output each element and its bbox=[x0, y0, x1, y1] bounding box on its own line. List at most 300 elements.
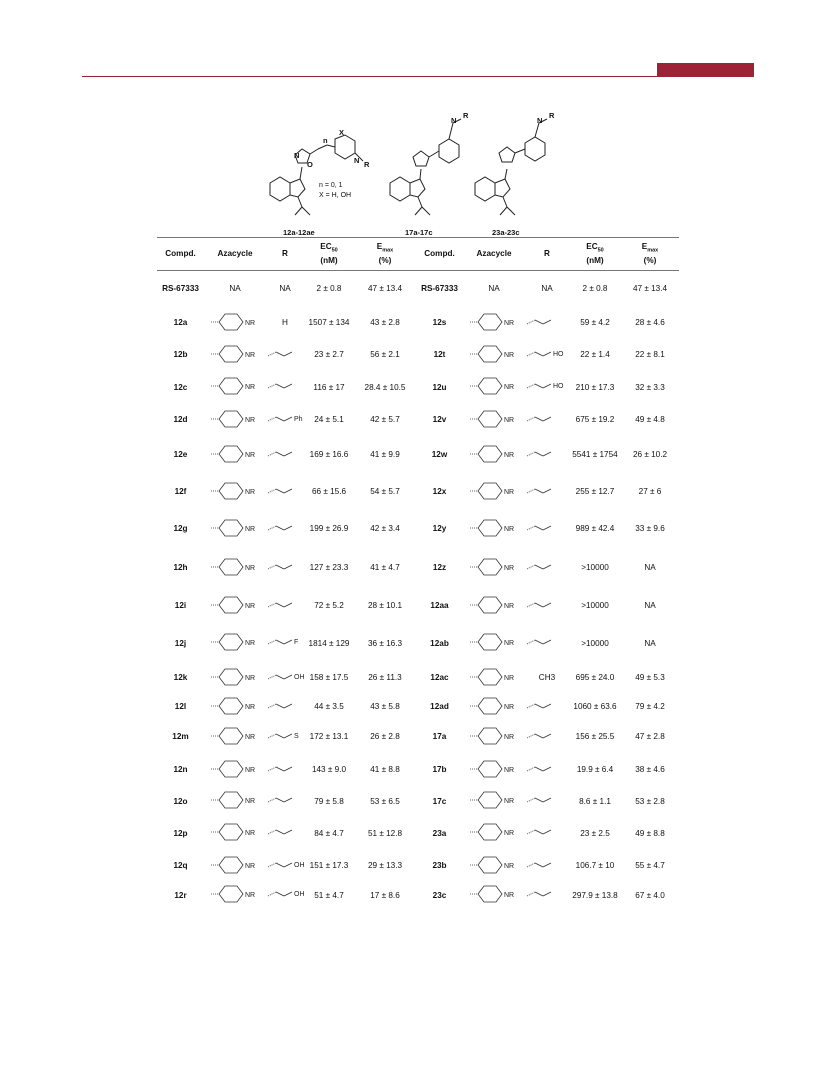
ec50-value: >10000 bbox=[581, 563, 609, 572]
r-group-label: S bbox=[294, 732, 299, 740]
emax-value: 26 ± 11.3 bbox=[368, 673, 402, 682]
azacycle-structure bbox=[466, 593, 522, 617]
compound-id: 12n bbox=[173, 765, 188, 774]
r-group-cell bbox=[525, 817, 569, 851]
r-group-cell bbox=[266, 405, 304, 436]
header-rule bbox=[82, 76, 754, 77]
r-group-label: Ph bbox=[294, 415, 303, 423]
azacycle-structure bbox=[466, 665, 522, 689]
azacycle-structure bbox=[466, 757, 522, 781]
azacycle-structure bbox=[207, 593, 263, 617]
table-row bbox=[157, 694, 679, 721]
azacycle-structure bbox=[466, 442, 522, 466]
azacycle-cell bbox=[204, 371, 266, 405]
azacycle-cell bbox=[463, 882, 525, 910]
table-row bbox=[157, 307, 679, 340]
r-group-cell bbox=[266, 882, 304, 910]
compound-series-1: 12a-12ae bbox=[283, 228, 315, 237]
r-group-structure bbox=[525, 310, 569, 334]
header-r-1: R bbox=[266, 238, 304, 271]
emax-value: NA bbox=[644, 563, 656, 572]
azacycle-structure bbox=[207, 442, 263, 466]
ec50-value: 210 ± 17.3 bbox=[575, 382, 615, 392]
ec50-value: 44 ± 3.5 bbox=[314, 702, 344, 711]
azacycle-cell bbox=[204, 549, 266, 588]
r-group-structure bbox=[525, 442, 569, 466]
emax-value: 67 ± 4.0 bbox=[635, 890, 665, 900]
r-group-cell bbox=[266, 436, 304, 475]
atom-label-R: R bbox=[463, 111, 469, 120]
atom-label-O: O bbox=[307, 160, 313, 169]
r-group-cell bbox=[525, 787, 569, 817]
emax-value: 26 ± 2.8 bbox=[370, 732, 400, 741]
r-group-structure bbox=[266, 407, 310, 431]
emax-value: 43 ± 5.8 bbox=[370, 702, 400, 711]
r-group-structure bbox=[266, 374, 310, 398]
ec50-value: 199 ± 26.9 bbox=[309, 524, 349, 533]
emax-value: 26 ± 10.2 bbox=[632, 450, 668, 459]
emax-value: 41 ± 4.7 bbox=[370, 563, 400, 572]
compound-id: RS-67333 bbox=[421, 283, 458, 293]
atom-label-N: N bbox=[537, 116, 543, 125]
azacycle-label: NR bbox=[245, 703, 256, 711]
r-group-cell bbox=[525, 754, 569, 787]
r-group-cell bbox=[525, 625, 569, 663]
azacycle-structure bbox=[207, 630, 263, 654]
r-group-label: OH bbox=[294, 891, 305, 898]
sar-table bbox=[157, 237, 679, 910]
ec50-value: 116 ± 17 bbox=[313, 382, 345, 392]
compound-id: 12l bbox=[174, 702, 187, 711]
azacycle-cell bbox=[204, 663, 266, 694]
compound-id: RS-67333 bbox=[162, 283, 199, 293]
compound-id: 12g bbox=[173, 524, 188, 533]
ec50-value: 84 ± 4.7 bbox=[314, 828, 344, 838]
emax-value: 29 ± 13.3 bbox=[367, 861, 403, 870]
azacycle-structure bbox=[466, 820, 522, 844]
general-structures-drawing bbox=[255, 105, 585, 240]
ec50-value: >10000 bbox=[581, 601, 609, 610]
compound-id: 17a bbox=[432, 732, 447, 741]
r-group-cell bbox=[266, 817, 304, 851]
header-ec50-1: $EC_{50}$ (nM) bbox=[304, 238, 354, 271]
scheme-note-n: n = 0, 1 bbox=[319, 182, 343, 189]
compound-id: 12a bbox=[173, 318, 188, 327]
r-group-cell bbox=[525, 851, 569, 882]
r-group-cell bbox=[525, 588, 569, 625]
r-group-cell bbox=[266, 588, 304, 625]
azacycle-structure bbox=[207, 882, 263, 906]
azacycle-cell bbox=[463, 851, 525, 882]
emax-value: 28 ± 4.6 bbox=[635, 318, 665, 327]
r-group-structure bbox=[266, 442, 310, 466]
ec50-value: 2 ± 0.8 bbox=[316, 283, 342, 293]
atom-label-R: R bbox=[549, 111, 555, 120]
emax-value: 36 ± 16.3 bbox=[367, 638, 403, 648]
azacycle-label: NR bbox=[245, 602, 256, 610]
azacycle-label: NR bbox=[245, 766, 256, 774]
emax-value: 27 ± 6 bbox=[638, 487, 662, 496]
azacycle-cell bbox=[463, 549, 525, 588]
compound-id: 12d bbox=[173, 415, 188, 424]
table-row bbox=[157, 340, 679, 371]
ec50-value: 169 ± 16.6 bbox=[309, 450, 349, 459]
ec50-value: 2 ± 0.8 bbox=[582, 283, 608, 293]
azacycle-label: NR bbox=[504, 384, 515, 391]
azacycle-label: NR bbox=[504, 674, 515, 682]
compound-id: 12ac bbox=[430, 673, 449, 682]
azacycle-structure bbox=[466, 724, 522, 748]
azacycle-label: NR bbox=[245, 830, 256, 837]
compound-id: 12w bbox=[431, 450, 448, 459]
r-group-cell bbox=[525, 307, 569, 340]
azacycle-structure bbox=[466, 516, 522, 540]
azacycle-cell bbox=[204, 694, 266, 721]
scheme-note-x: X = H, OH bbox=[319, 192, 352, 199]
azacycle-label: NR bbox=[245, 451, 256, 459]
emax-value: 79 ± 4.2 bbox=[635, 702, 665, 711]
azacycle-cell bbox=[463, 787, 525, 817]
azacycle-label: NR bbox=[245, 488, 256, 496]
table-row bbox=[157, 754, 679, 787]
table-row bbox=[157, 436, 679, 475]
compound-id: 17c bbox=[432, 796, 447, 806]
r-group-structure bbox=[266, 665, 310, 689]
ec50-value: 127 ± 23.3 bbox=[309, 563, 349, 572]
r-group-structure bbox=[525, 374, 569, 398]
header-azacycle-2: Azacycle bbox=[463, 238, 525, 271]
azacycle-label: NR bbox=[245, 384, 256, 391]
azacycle-cell bbox=[463, 721, 525, 754]
compound-id: 12e bbox=[173, 450, 188, 459]
azacycle-label: NR bbox=[245, 525, 256, 533]
azacycle-structure bbox=[207, 694, 263, 718]
azacycle-cell bbox=[463, 588, 525, 625]
header-compd-2: Compd. bbox=[416, 238, 463, 271]
azacycle-structure bbox=[207, 665, 263, 689]
emax-value: 22 ± 8.1 bbox=[635, 350, 665, 359]
azacycle-label: NR bbox=[245, 862, 256, 870]
azacycle-structure bbox=[466, 407, 522, 431]
azacycle-label: NR bbox=[245, 640, 256, 647]
header-accent-tab bbox=[657, 63, 754, 77]
azacycle-label: NR bbox=[504, 525, 515, 533]
azacycle-cell bbox=[204, 510, 266, 549]
ec50-value: 158 ± 17.5 bbox=[309, 673, 349, 682]
r-group-structure bbox=[266, 555, 310, 579]
azacycle-cell bbox=[204, 817, 266, 851]
ec50-value: 72 ± 5.2 bbox=[314, 601, 344, 610]
azacycle-label: NR bbox=[245, 416, 256, 424]
azacycle-cell bbox=[204, 625, 266, 663]
r-group-structure bbox=[266, 724, 310, 748]
azacycle-label: NR bbox=[504, 319, 515, 327]
compound-id: 12j bbox=[174, 638, 187, 648]
r-group-cell bbox=[266, 371, 304, 405]
r-group-cell bbox=[266, 549, 304, 588]
r-group-structure bbox=[266, 593, 310, 617]
r-group-structure bbox=[266, 630, 310, 654]
r-group-structure bbox=[266, 757, 310, 781]
r-group-label: HO bbox=[553, 350, 564, 358]
azacycle-label: NR bbox=[504, 351, 515, 359]
ec50-value: 1507 ± 134 bbox=[308, 318, 350, 327]
compound-id: 23a bbox=[432, 828, 447, 838]
azacycle-structure bbox=[207, 757, 263, 781]
ec50-value: 59 ± 4.2 bbox=[580, 318, 610, 327]
emax-value: 49 ± 5.3 bbox=[635, 673, 665, 682]
emax-value: 53 ± 6.5 bbox=[370, 796, 400, 806]
header-emax-1: $E_{max}$ (%) bbox=[354, 238, 416, 271]
compound-id: 12p bbox=[173, 828, 188, 838]
azacycle-structure bbox=[466, 788, 522, 812]
ec50-value: >10000 bbox=[581, 638, 609, 648]
azacycle-cell bbox=[463, 405, 525, 436]
azacycle-label: NR bbox=[504, 488, 515, 496]
table-row bbox=[157, 721, 679, 754]
r-group-cell bbox=[525, 371, 569, 405]
azacycle-structure bbox=[466, 479, 522, 503]
table-row bbox=[157, 817, 679, 851]
table-row bbox=[157, 588, 679, 625]
azacycle-label: NR bbox=[245, 798, 256, 805]
emax-value: NA bbox=[644, 638, 656, 648]
header-compd-1: Compd. bbox=[157, 238, 204, 271]
table-row bbox=[157, 663, 679, 694]
r-group-cell bbox=[266, 721, 304, 754]
compound-id: 12s bbox=[432, 318, 447, 327]
azacycle-cell bbox=[463, 436, 525, 475]
r-group-cell bbox=[525, 721, 569, 754]
r-group-structure bbox=[266, 516, 310, 540]
azacycle-structure bbox=[466, 853, 522, 877]
emax-value: 17 ± 8.6 bbox=[370, 890, 400, 900]
azacycle-cell bbox=[463, 817, 525, 851]
compound-series-3: 23a-23c bbox=[492, 228, 520, 237]
r-group-cell bbox=[266, 510, 304, 549]
r-group-structure bbox=[266, 820, 310, 844]
azacycle-label: NR bbox=[245, 674, 256, 682]
r-group-structure bbox=[266, 694, 310, 718]
general-structures-scheme bbox=[255, 105, 585, 240]
emax-value: 33 ± 9.6 bbox=[635, 524, 665, 533]
emax-value: 47 ± 2.8 bbox=[635, 732, 665, 741]
table-row bbox=[157, 787, 679, 817]
r-group-cell bbox=[266, 754, 304, 787]
r-group-cell bbox=[525, 475, 569, 510]
azacycle-cell: NA bbox=[229, 283, 241, 293]
r-group-structure bbox=[525, 593, 569, 617]
r-group-cell bbox=[525, 549, 569, 588]
compound-id: 12u bbox=[432, 382, 447, 392]
azacycle-label: NR bbox=[245, 319, 256, 327]
azacycle-structure bbox=[207, 853, 263, 877]
azacycle-label: NR bbox=[504, 416, 515, 424]
azacycle-label: NR bbox=[245, 733, 256, 741]
r-group-structure bbox=[525, 853, 569, 877]
compound-id: 12f bbox=[174, 487, 187, 496]
atom-label-n: n bbox=[323, 136, 328, 145]
r-group-cell bbox=[266, 851, 304, 882]
azacycle-structure bbox=[466, 630, 522, 654]
ec50-value: 143 ± 9.0 bbox=[311, 765, 347, 774]
azacycle-structure bbox=[207, 479, 263, 503]
azacycle-structure bbox=[207, 724, 263, 748]
table-row bbox=[157, 271, 679, 307]
emax-value: 32 ± 3.3 bbox=[635, 382, 665, 392]
r-group-cell bbox=[266, 340, 304, 371]
table-body bbox=[157, 271, 679, 910]
header-emax-2: $E_{max}$ (%) bbox=[621, 238, 679, 271]
emax-value: 54 ± 5.7 bbox=[370, 487, 400, 496]
emax-value: 38 ± 4.6 bbox=[635, 765, 665, 774]
r-group-label: OH bbox=[294, 673, 305, 681]
azacycle-structure bbox=[466, 310, 522, 334]
ec50-value: 1814 ± 129 bbox=[308, 638, 350, 648]
r-group-label: OH bbox=[294, 861, 305, 869]
ec50-value: 695 ± 24.0 bbox=[575, 673, 615, 682]
azacycle-cell bbox=[463, 510, 525, 549]
compound-id: 23b bbox=[432, 861, 447, 870]
table-row bbox=[157, 882, 679, 910]
benzene-ring-1 bbox=[270, 177, 290, 201]
azacycle-cell bbox=[204, 754, 266, 787]
azacycle-label: NR bbox=[504, 830, 515, 837]
atom-label-N: N bbox=[451, 116, 457, 125]
azacycle-label: NR bbox=[504, 564, 515, 572]
azacycle-cell bbox=[204, 436, 266, 475]
azacycle-cell bbox=[204, 475, 266, 510]
emax-value: 51 ± 12.8 bbox=[367, 828, 403, 838]
table-row bbox=[157, 625, 679, 663]
header-ec50-2: $EC_{50}$ (nM) bbox=[569, 238, 621, 271]
atom-label-N: N bbox=[354, 156, 360, 165]
ec50-value: 156 ± 25.5 bbox=[575, 732, 615, 741]
compound-series-2: 17a-17c bbox=[405, 228, 433, 237]
azacycle-cell bbox=[463, 663, 525, 694]
r-group-cell bbox=[266, 475, 304, 510]
emax-value: 56 ± 2.1 bbox=[370, 350, 400, 359]
r-group-structure bbox=[525, 630, 569, 654]
r-group-structure bbox=[266, 853, 310, 877]
compound-id: 23c bbox=[432, 890, 447, 900]
azacycle-structure bbox=[207, 516, 263, 540]
ec50-value: 66 ± 15.6 bbox=[311, 487, 347, 496]
azacycle-structure bbox=[207, 374, 263, 398]
compound-id: 17b bbox=[432, 765, 447, 774]
azacycle-label: NR bbox=[245, 892, 256, 899]
emax-value: 41 ± 8.8 bbox=[370, 765, 400, 774]
compound-id: 12o bbox=[173, 796, 188, 806]
table-row bbox=[157, 549, 679, 588]
azacycle-label: NR bbox=[504, 703, 515, 711]
azacycle-label: NR bbox=[504, 798, 515, 805]
azacycle-structure bbox=[207, 555, 263, 579]
ec50-value: 79 ± 5.8 bbox=[314, 796, 344, 806]
ec50-value: 151 ± 17.3 bbox=[309, 861, 349, 870]
r-group-structure bbox=[525, 882, 569, 906]
compound-id: 12ad bbox=[430, 702, 449, 711]
emax-value: NA bbox=[644, 601, 656, 610]
compound-id: 12z bbox=[432, 563, 447, 572]
azacycle-cell bbox=[204, 588, 266, 625]
ec50-value: 1060 ± 63.6 bbox=[573, 702, 617, 711]
azacycle-label: NR bbox=[504, 862, 515, 870]
emax-value: 47 ± 13.4 bbox=[632, 283, 668, 293]
table-row bbox=[157, 510, 679, 549]
ec50-value: 297.9 ± 13.8 bbox=[572, 890, 618, 900]
header-azacycle-1: Azacycle bbox=[204, 238, 266, 271]
azacycle-cell bbox=[463, 694, 525, 721]
r-group-label: HO bbox=[553, 383, 564, 390]
r-group-cell: NA bbox=[541, 283, 553, 293]
azacycle-cell bbox=[463, 754, 525, 787]
ec50-value: 23 ± 2.7 bbox=[314, 350, 344, 359]
r-group-cell bbox=[266, 787, 304, 817]
emax-value: 53 ± 2.8 bbox=[635, 796, 665, 806]
r-group-cell: CH3 bbox=[538, 673, 556, 682]
r-group-structure bbox=[525, 479, 569, 503]
r-group-cell bbox=[525, 436, 569, 475]
r-group-cell: H bbox=[282, 318, 288, 327]
compound-id: 12c bbox=[173, 382, 188, 392]
r-group-structure bbox=[525, 757, 569, 781]
piperidine-ring-1 bbox=[335, 135, 355, 159]
azacycle-structure bbox=[466, 374, 522, 398]
azacycle-cell bbox=[463, 475, 525, 510]
r-group-structure bbox=[266, 882, 310, 906]
table-header-row bbox=[157, 238, 679, 271]
emax-value: 42 ± 5.7 bbox=[370, 415, 400, 424]
azacycle-cell bbox=[463, 371, 525, 405]
azacycle-structure bbox=[207, 788, 263, 812]
pyrazole-ring-1 bbox=[290, 179, 305, 197]
atom-label-X: X bbox=[339, 128, 345, 137]
r-group-structure bbox=[525, 516, 569, 540]
azacycle-structure bbox=[466, 555, 522, 579]
compound-id: 12r bbox=[174, 890, 187, 900]
ec50-value: 255 ± 12.7 bbox=[575, 487, 615, 496]
ec50-value: 19.9 ± 6.4 bbox=[576, 765, 614, 774]
compound-id: 12k bbox=[173, 673, 188, 682]
atom-label-R: R bbox=[364, 160, 370, 169]
azacycle-structure bbox=[207, 342, 263, 366]
azacycle-structure bbox=[466, 694, 522, 718]
compound-id: 12x bbox=[432, 487, 447, 496]
azacycle-label: NR bbox=[245, 564, 256, 572]
r-group-structure bbox=[525, 555, 569, 579]
compound-id: 12h bbox=[173, 563, 188, 572]
compound-id: 12ab bbox=[430, 638, 449, 648]
azacycle-structure bbox=[466, 882, 522, 906]
r-group-cell bbox=[525, 340, 569, 371]
emax-value: 55 ± 4.7 bbox=[635, 861, 665, 870]
r-group-label: F bbox=[294, 639, 299, 646]
ec50-value: 24 ± 5.1 bbox=[314, 415, 344, 424]
emax-value: 42 ± 3.4 bbox=[370, 524, 400, 533]
compound-id: 12v bbox=[432, 415, 447, 424]
compound-id: 12aa bbox=[430, 601, 449, 610]
azacycle-label: NR bbox=[504, 602, 515, 610]
azacycle-cell bbox=[204, 787, 266, 817]
ec50-value: 51 ± 4.7 bbox=[314, 890, 344, 900]
compound-id: 12y bbox=[432, 524, 447, 533]
azacycle-structure bbox=[466, 342, 522, 366]
r-group-structure bbox=[525, 407, 569, 431]
emax-value: 28.4 ± 10.5 bbox=[364, 382, 406, 392]
azacycle-structure bbox=[207, 407, 263, 431]
r-group-cell: NA bbox=[279, 283, 291, 293]
